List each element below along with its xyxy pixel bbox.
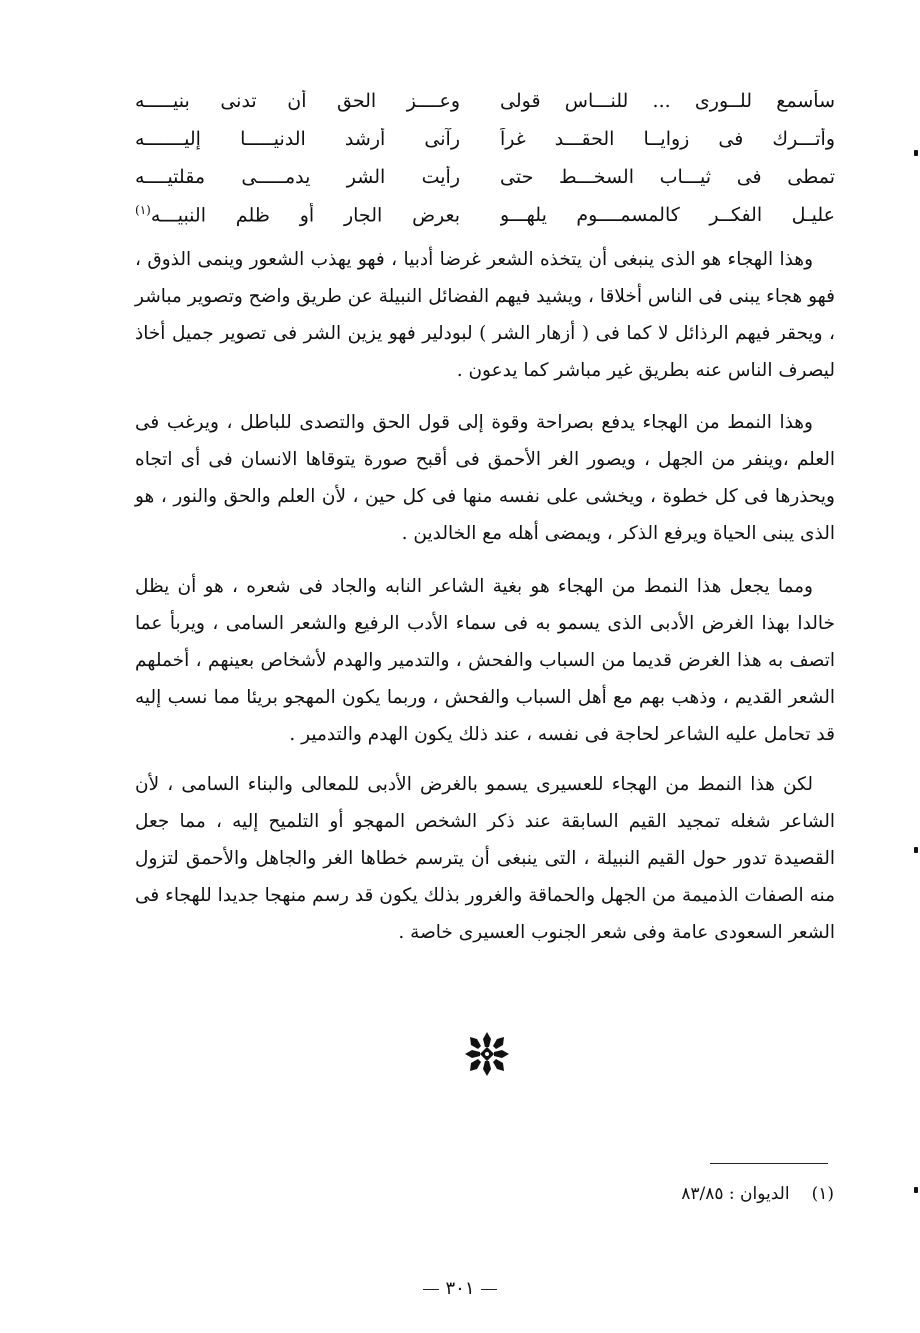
footnote-text: الديوان : ٨٣/٨٥ — [681, 1184, 790, 1204]
page-number-value: ٣٠١ — [445, 1278, 475, 1299]
page-number — [0, 1278, 920, 1299]
margin-mark — [914, 150, 918, 156]
poem-verse — [135, 82, 835, 120]
body-paragraph-4 — [135, 766, 835, 951]
verse-second-hemistich: بعرض الجار أو ظلم النبيـــه — [150, 204, 460, 227]
verse-first-hemistich: تمطى فى ثيـــاب السخـــط حتى — [500, 166, 835, 188]
footnote-divider — [710, 1163, 828, 1164]
verse-first-hemistich: وأتـــرك فى زوايــا الحقـــد غراً — [500, 128, 835, 150]
verse-first-hemistich: سأسمع للــورى ... للنـــاس قولى — [500, 90, 835, 112]
verse-second-hemistich: رآنى أرشد الدنيـــــا إليـــــــه — [135, 128, 460, 150]
page-number-dash — [481, 1289, 497, 1290]
paragraph-text: وهذا الهجاء هو الذى ينبغى أن يتخذه الشعر غرضا أدبيا ، فهو يهذب الشعور وينمى الذوق ، فهو هجاء يبنى فى الناس أخلاقا ، ويشيد فيهم الفضائل النبيلة عن طريق واضح وتصوير مباشر ، ويحقر فيهم الرذائل لا كما فى ( أزهار الشر ) لبودلير فهو يزين الشر فى تصوير جميل أخاذ ليصرف الناس عنه بطريق غير مباشر كما يدعون . — [135, 249, 835, 381]
section-ornament-icon — [462, 1030, 512, 1078]
footnote — [681, 1184, 834, 1204]
verse-first-hemistich: عليـل الفكــر كالمسمــــوم يلهـــو — [500, 204, 835, 226]
poem-block — [135, 82, 835, 234]
verse-second-hemistich: وعــــز الحق أن تدنى بنيـــــه — [135, 90, 460, 112]
margin-mark — [914, 847, 918, 853]
paragraph-text: ومما يجعل هذا النمط من الهجاء هو بغية الشاعر النابه والجاد فى شعره ، هو أن يظل خالدا بهذا الغرض الأدبى الذى يسمو به فى سماء الأدب الرفيع والشعر السامى ، ويربأ عما اتصف به هذا الغرض قديما من السباب والفحش ، والتدمير والهدم لأشخاص بعينهم ، أخملهم الشعر القديم ، وذهب بهم مع أهل السباب والفحش ، وربما يكون المهجو بريئا مما نسب إليه قد تحامل عليه الشاعر لحاجة فى نفسه ، عند ذلك يكون الهدم والتدمير . — [135, 576, 835, 745]
paragraph-text: لكن هذا النمط من الهجاء للعسيرى يسمو بالغرض الأدبى للمعالى والبناء السامى ، لأن الشاعر شغله تمجيد القيم السابقة عند ذكر الشخص المهجو أو التلميح إليه ، مما جعل القصيدة تدور حول القيم النبيلة ، التى ينبغى أن يترسم خطاها الغر والجاهل والأحمق لتزول منه الصفات الذميمة من الجهل والحماقة والغرور بذلك يكون قد رسم منهجا جديدا للهجاء فى الشعر السعودى عامة وفى شعر الجنوب العسيرى خاصة . — [135, 774, 835, 943]
poem-verse — [135, 120, 835, 158]
body-paragraph-1 — [135, 241, 835, 389]
page-number-dash — [423, 1289, 439, 1290]
margin-mark — [914, 1187, 918, 1193]
footnote-number: (١) — [811, 1184, 834, 1204]
paragraph-text: وهذا النمط من الهجاء يدفع بصراحة وقوة إلى قول الحق والتصدى للباطل ، ويرغب فى العلم ،وينفر من الجهل ، ويصور الغر الأحمق فى أقبح صورة يتوقاها الانسان فى أى اتجاه ويحذرها فى كل خطوة ، ويخشى على نفسه منها فى كل حين ، لأن العلم والحق والنور ، هو الذى يبنى الحياة ويرفع الذكر ، ويمضى أهله مع الخالدين . — [135, 412, 835, 544]
footnote-reference[interactable]: (١) — [135, 203, 151, 218]
poem-verse — [135, 158, 835, 196]
verse-second-hemistich-with-ref — [135, 203, 460, 226]
body-paragraph-2 — [135, 404, 835, 552]
body-paragraph-3 — [135, 568, 835, 753]
verse-second-hemistich: رأيت الشر يدمـــــى مقلتيــــه — [135, 166, 460, 188]
poem-verse — [135, 196, 835, 234]
